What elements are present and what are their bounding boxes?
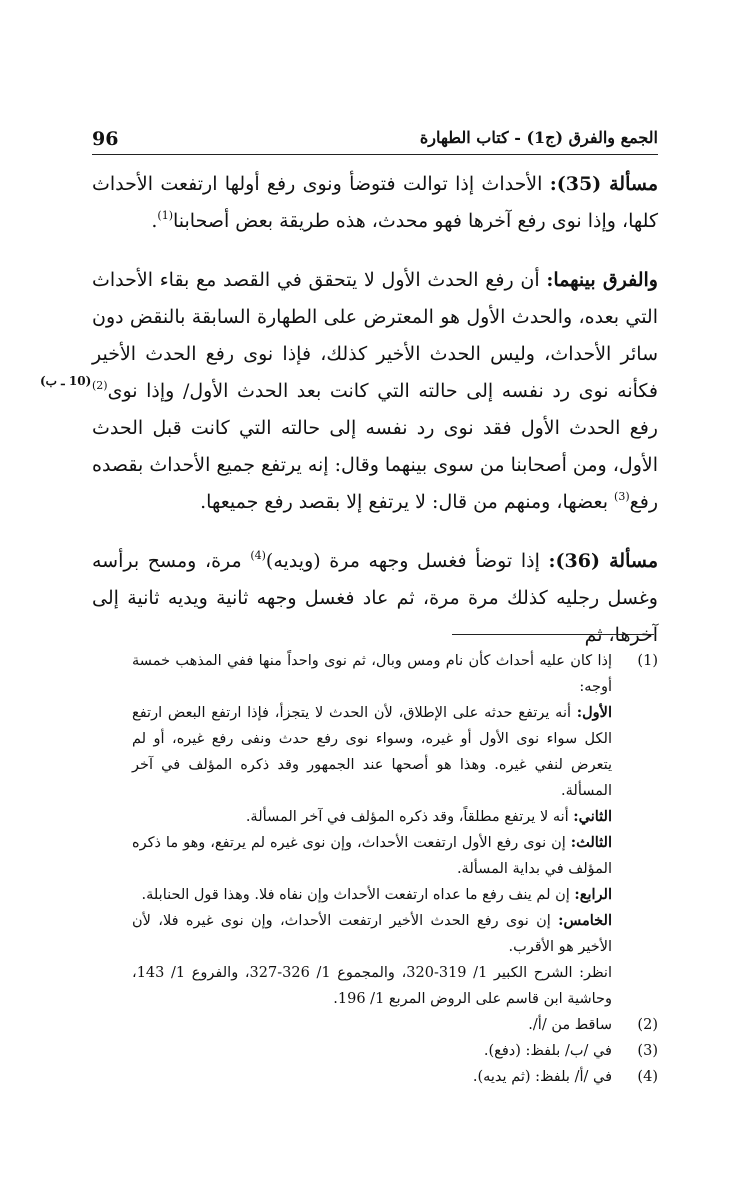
footnote-number: (3) [637,1043,658,1059]
footnote-number: (2) [637,1017,658,1033]
footnote-4 [92,1064,658,1090]
footnote-ref: (1) [157,209,173,222]
footnote-references: انظر: الشرح الكبير 1/ 319-320، والمجموع 1/ 326-327، والفروع 1/ 143، وحاشية ابن قاسم على الروض المربع 1/ 196. [132,965,612,1007]
footnote-1 [92,648,658,1012]
footnote-label: الثاني: [573,808,612,825]
footnote-line [132,882,612,908]
footnote-line [132,908,612,960]
paragraph-issue-35 [92,166,658,240]
footnote-body: ساقط من /أ/. [528,1017,612,1033]
paragraph-issue-36 [92,543,658,654]
footnote-body [92,648,612,1012]
footnote-line [132,804,612,830]
paragraph-text: مرة، ومسح برأسه وغسل رجليه كذلك مرة مرة، ثم عاد فغسل وجهه ثانية ويديه ثانية إلى آخرها، ثم [92,550,658,646]
page-header [92,118,658,156]
paragraph-text: بعضها، ومنهم من قال: لا يرتفع إلا بقصد رفع جميعها. [200,491,615,513]
page-number: 96 [92,128,119,150]
issue-label: مسألة (36): [548,550,659,572]
issue-label: مسألة (35): [549,173,658,195]
issue-label: والفرق بينهما: [546,269,658,291]
footnote-2 [92,1012,658,1038]
footnotes [92,648,658,1090]
footnote-line [132,830,612,882]
running-title: الجمع والفرق (ج1) - كتاب الطهارة [419,128,658,147]
footnote-label: الأول: [576,704,612,721]
main-text [92,166,658,654]
footnote-text: أنه لا يرتفع مطلقاً، وقد ذكره المؤلف في آخر المسألة. [245,809,574,825]
footnote-label: الخامس: [558,912,612,929]
paragraph-text: أن رفع الحدث الأول لا يتحقق في القصد مع بقاء الأحداث التي بعده، والحدث الأول هو المعترض على الطهارة السابقة بالنقض دون سائر الأحداث، وليس الحدث الأخير كذلك، فإذا نوى رفع الحدث الأخير فكأنه نوى رد نفسه إلى حالته التي كانت بعد الحدث الأول/ وإذا نوى [92,269,658,402]
footnote-text: أنه يرتفع حدثه على الإطلاق، لأن الحدث لا يتجزأ، فإذا ارتفع البعض ارتفع الكل سواء نوى الأول أو غيره، وسواء نوى رفع حدث ونفى رفع غيره، أو لم يتعرض لنفي غيره. وهذا هو أصحها عند الجمهور وقد ذكره المؤلف في آخر المسألة. [132,705,612,799]
footnote-divider [452,634,654,635]
header-divider [92,154,658,155]
paragraph-text: رفع الحدث الأول فقد نوى رد نفسه إلى حالته التي كانت قبل الحدث الأول، ومن أصحابنا من سوى بينهما وقال: إنه يرتفع جميع الأحداث بقصده رفع [92,417,658,513]
footnote-label: الثالث: [570,834,612,851]
footnote-label: الرابع: [574,886,612,903]
footnote-body: في /أ/ بلفظ: (ثم يديه). [472,1069,612,1085]
footnote-3 [92,1038,658,1064]
footnote-ref: (2) [92,379,108,392]
paragraph-text: . [151,210,158,232]
footnote-number: (1) [637,653,658,669]
paragraph-difference [92,262,658,521]
footnote-number: (4) [637,1069,658,1085]
footnote-text: إن نوى رفع الحدث الأخير ارتفعت الأحداث، وإن نوى غيره فلا، لأن الأخير هو الأقرب. [132,913,612,955]
footnote-text: إن نوى رفع الأول ارتفعت الأحداث، وإن نوى غيره لم يرتفع، وهو ما ذكره المؤلف في بداية المسألة. [132,835,612,877]
margin-folio-note: (10 ـ ب) [40,374,92,388]
footnote-intro: إذا كان عليه أحداث كأن نام ومس وبال، ثم نوى واحداً منها ففي المذهب خمسة أوجه: [132,653,612,695]
paragraph-text: إذا توضأ فغسل وجهه مرة (ويديه) [265,550,549,572]
footnote-ref: (3) [614,490,630,503]
paragraph-text: الأحداث إذا توالت فتوضأ ونوى رفع أولها ارتفعت الأحداث كلها، وإذا نوى رفع آخرها فهو محدث، هذه طريقة بعض أصحابنا [92,173,658,232]
footnote-body: في /ب/ بلفظ: (دفع). [483,1043,612,1059]
footnote-ref: (4) [250,549,266,562]
footnote-text: إن لم ينف رفع ما عداه ارتفعت الأحداث وإن نفاه فلا. وهذا قول الحنابلة. [141,887,575,903]
footnote-line [132,700,612,804]
